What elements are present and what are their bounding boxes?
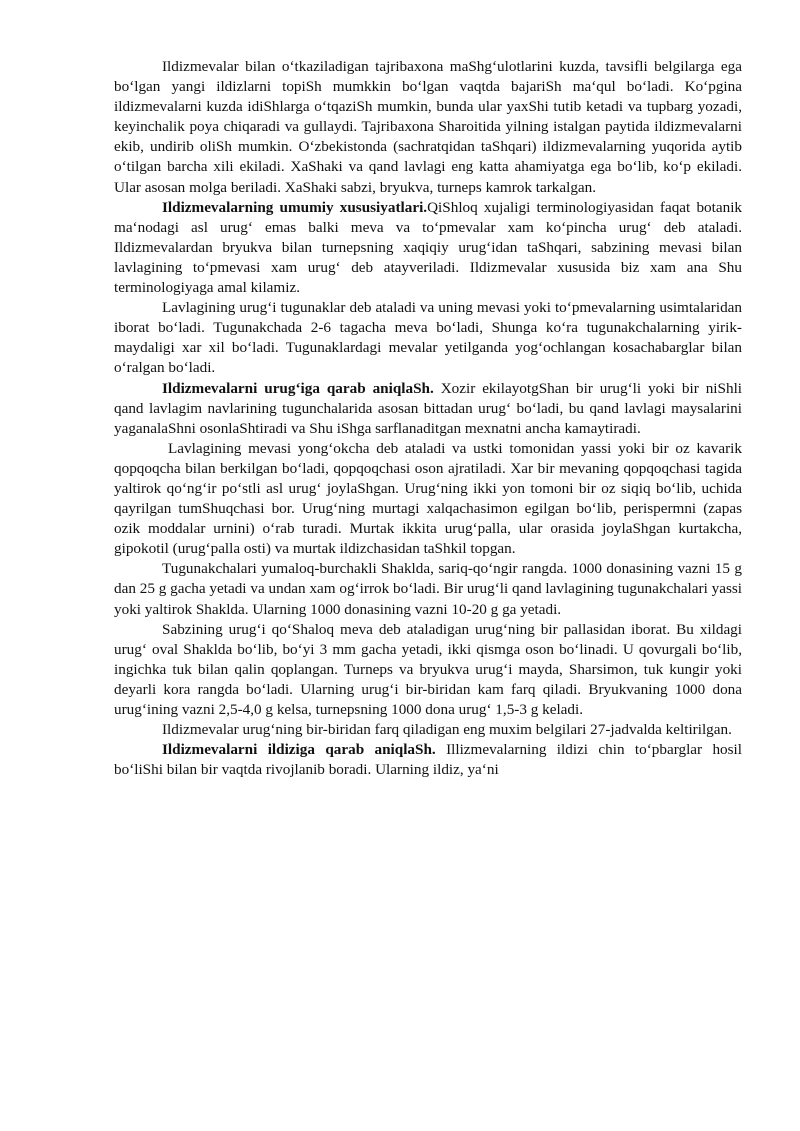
paragraph-identify-by-seed <box>114 379 742 439</box>
paragraph-text: Ildizmevalar urug‘ning bir-biridan farq qiladigan eng muxim belgilari 27-jadvalda keltirilgan. <box>162 721 732 739</box>
paragraph-text: Illizmevalarning ildizi chin to‘pbarglar hosil bo‘liShi bilan bir vaqtda rivojlanib boradi. Ularning ildiz, ya‘ni <box>114 741 742 779</box>
paragraph-heading-identify-by-seed: Ildizmevalarni urug‘iga qarab aniqlaSh. <box>162 379 434 397</box>
paragraph-general-properties <box>114 198 742 298</box>
paragraph-heading-identify-by-root: Ildizmevalarni ildiziga qarab aniqlaSh. <box>162 741 436 759</box>
paragraph-table-reference <box>114 720 742 740</box>
paragraph-intro <box>114 57 742 198</box>
paragraph-identify-by-root <box>114 740 742 780</box>
paragraph-text: Lavlagining urug‘i tugunaklar deb ataladi va uning mevasi yoki to‘pmevalarning usimtalaridan iborat bo‘ladi. Tugunakchada 2-6 tagacha meva bo‘ladi, Shunga ko‘ra tugunakchalarning yirik-maydaligi xar xil bo‘ladi. Tugunaklardagi mevalar yetilganda yog‘ochlangan kosachabarglar bilan o‘ralgan bo‘ladi. <box>114 299 742 377</box>
paragraph-heading-general-properties: Ildizmevalarning umumiy xususiyatlari. <box>162 198 428 216</box>
paragraph-text: Lavlagining mevasi yong‘okcha deb ataladi va ustki tomonidan yassi yoki bir oz kavarik qopqoqcha bilan berkilgan bo‘ladi, qopqoqchasi oson ajratiladi. Xar bir mevaning qopqoqchasi tagida yaltirok qo‘ng‘ir po‘stli asl urug‘ joylaShgan. Urug‘ning ikki yon tomoni bir oz siqiq bo‘lib, uchida qayrilgan tumShuqchasi bor. Urug‘ning murtagi xalqachasimon egilgan bo‘lib, perispermni (zapas ozik moddalar urnini) o‘rab turadi. Murtak ikkita urug‘palla, ular orasida joylaShgan kurtakcha, gipokotil (urug‘palla osti) va murtak ildizchasidan taShkil topgan. <box>114 439 742 558</box>
document-page <box>114 57 742 780</box>
paragraph-text: Tugunakchalari yumaloq-burchakli Shaklda, sariq-qo‘ngir rangda. 1000 donasining vazni 15 g dan 25 g gacha yetadi va undan xam og‘irrok bo‘ladi. Bir urug‘li qand lavlagining tugunakchalari yassi yoki yaltirok Shaklda. Ularning 1000 donasining vazni 10-20 g ga yetadi. <box>114 560 742 618</box>
paragraph-text: Sabzining urug‘i qo‘Shaloq meva deb ataladigan urug‘ning bir pallasidan iborat. Bu xildagi urug‘ oval Shaklda bo‘lib, bo‘yi 3 mm gacha yetadi, ikki qismga oson bo‘linadi. U qovurgali bo‘lib, ingichka tuk bilan qalin qoplangan. Turneps va bryukva urug‘i mayda, Sharsimon, tuk kungir yoki deyarli kora rangda bo‘ladi. Ularning urug‘i bir-biridan kam farq qiladi. Bryukvaning 1000 dona urug‘ining vazni 2,5-4,0 g kelsa, turnepsning 1000 dona urug‘ 1,5-3 g keladi. <box>114 620 742 718</box>
paragraph-text: Xozir ekilayotgShan bir urug‘li yoki bir niShli qand lavlagim navlarining tugunchalarida asosan bittadan urug‘ bo‘ladi, bu qand lavlagi maysalarini yaganalaShni osonlaShtiradi va Shu iShga sarflanaditgan mexnatni ancha kamaytiradi. <box>114 379 743 437</box>
paragraph-text: QiShloq xujaligi terminologiyasidan faqat botanik ma‘nodagi asl urug‘ emas balki meva va to‘pmevalar xam ko‘pincha urug‘ deb ataladi. Ildizmevalardan bryukva bilan turnepsning xaqiqiy urug‘idan taShqari, sabzining mevasi bilan lavlagining to‘pmevasi xam urug‘ deb atayveriladi. Ildizmevalar xususida biz xam ana Shu terminologiyaga amal kilamiz. <box>114 198 743 297</box>
paragraph-carrot-seed <box>114 620 742 720</box>
paragraph-beet-fruit <box>114 439 742 560</box>
paragraph-beet-seed <box>114 298 742 378</box>
paragraph-tubercles <box>114 559 742 619</box>
paragraph-text: Ildizmevalar bilan o‘tkaziladigan tajribaxona maShg‘ulotlarini kuzda, tavsifli belgilarga ega bo‘lgan yangi ildizlarni topiSh mumkkin bo‘lgan vaqtda bajariSh ma‘qul bo‘ladi. Ko‘pgina ildizmevalarni kuzda idiShlarga o‘tqaziSh mumkin, bunda ular yaxShi tutib ketadi va tupbarg yozadi, keyinchalik poya chiqaradi va gullaydi. Tajribaxona Sharoitida yilning istalgan paytida ildizmevalarni ekib, undirib oliSh mumkin. O‘zbekistonda (sachratqidan taShqari) ildizmevalarning yuqorida aytib o‘tilgan barcha xili ekiladi. XaShaki va qand lavlagi eng katta ahamiyatga ega bo‘lib, ko‘p ekiladi. Ular asosan molga beriladi. XaShaki sabzi, bryukva, turneps kamrok tarkalgan. <box>114 58 742 196</box>
